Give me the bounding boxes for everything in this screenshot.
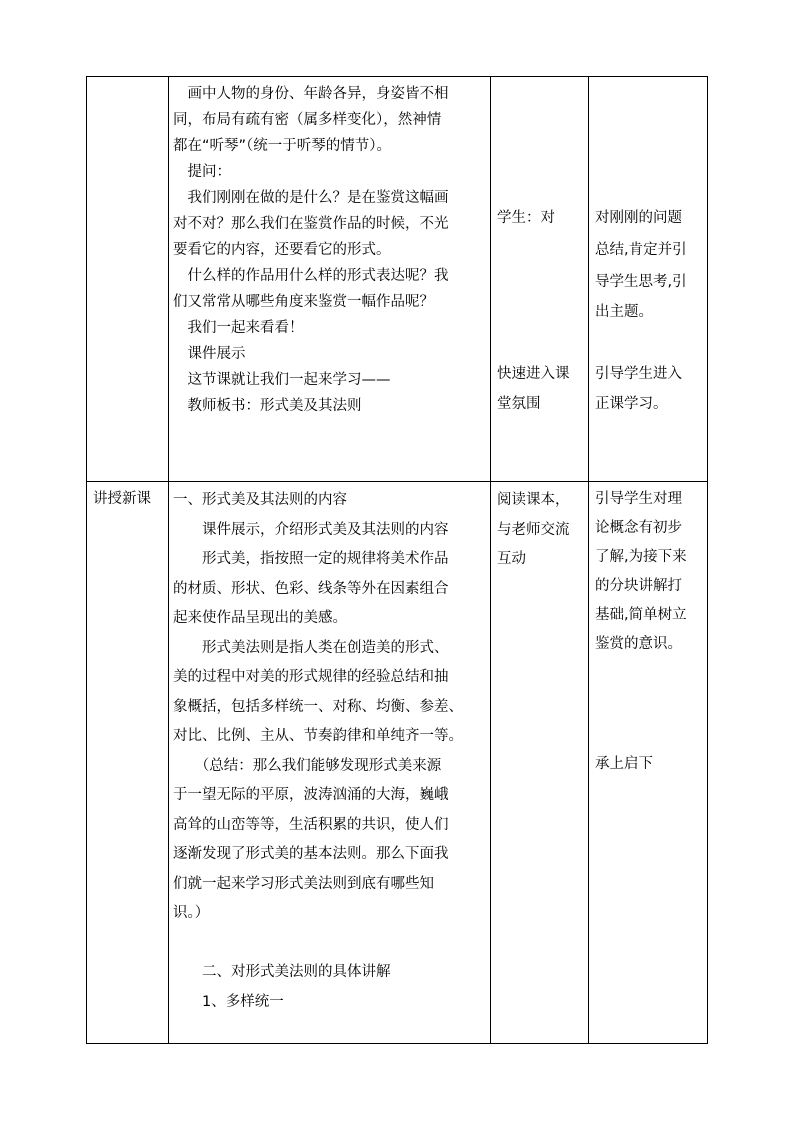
text-line: 我们刚刚在做的是什么？是在鉴赏这幅画 (173, 190, 449, 206)
text-line: 们又常常从哪些角度来鉴赏一幅作品呢？ (173, 294, 434, 310)
section-heading: 二、对形式美法则的具体讲解 (173, 964, 391, 980)
text-line: 什么样的作品用什么样的形式表达呢？我 (173, 268, 449, 284)
text-line: 形式美法则是指人类在创造美的形式、 (173, 639, 449, 656)
text-line: 互动 (497, 551, 526, 567)
text-line: 的材质、形状、色彩、线条等外在因素组合 (173, 580, 449, 597)
text-line: 象概括，包括多样统一、对称、均衡、参差、 (173, 698, 463, 715)
text-line: 总结,肯定并引 (595, 242, 687, 258)
section-heading: 一、形式美及其法则的内容 (173, 492, 347, 508)
text-line: 形式美，指按照一定的规律将美术作品 (173, 551, 449, 567)
lesson-plan-table (86, 76, 708, 1044)
text-line: 提问： (173, 164, 231, 180)
text-line: 逐渐发现了形式美的基本法则。那么下面我 (173, 846, 449, 862)
table-row (87, 77, 708, 482)
stage-cell (87, 77, 169, 482)
text-line: 起来使作品呈现出的美感。 (173, 610, 347, 626)
text-line: 识。） (173, 905, 210, 921)
text-line: 课件展示 (173, 346, 246, 362)
text-line: 们就一起来学习形式美法则到底有哪些知 (173, 875, 434, 892)
blank-line (173, 929, 491, 959)
text-line: 鉴赏的意识。 (595, 636, 682, 652)
text-line: 教师板书：形式美及其法则 (173, 398, 362, 414)
student-activity-cell (491, 77, 589, 482)
text-line: 画中人物的身份、年龄各异，身姿皆不相 (173, 86, 449, 102)
text-line: 阅读课本， (497, 492, 570, 508)
text-line: 的分块讲解打 (595, 578, 682, 594)
text-line: 论概念有初步 (595, 520, 682, 536)
text-line: 正课学习。 (595, 396, 668, 412)
text-line: 了解,为接下来 (595, 549, 687, 565)
text-line: 基础,简单树立 (595, 607, 687, 623)
text-line: （总结：那么我们能够发现形式美来源 (173, 757, 442, 774)
text-line: 美的过程中对美的形式规律的经验总结和抽 (173, 669, 449, 685)
text-line: 对刚刚的问题 (595, 210, 682, 226)
text-line: 都在“听琴”（统一于听琴的情节）。 (173, 138, 392, 154)
text-line: 这节课就让我们一起来学习—— (173, 372, 391, 388)
teacher-activity-cell (169, 77, 491, 482)
text-line: 导学生思考,引 (595, 274, 687, 290)
text-line: 课件展示，介绍形式美及其法则的内容 (173, 521, 449, 538)
text-line: 学生：对 (497, 210, 555, 226)
text-line: 于一望无际的平原，波涛汹涌的大海，巍峨 (173, 787, 449, 803)
text-line: 同，布局有疏有密（属多样变化），然神情 (173, 112, 442, 128)
text-line: 快速进入课 (497, 366, 570, 382)
text-line: 对比、比例、主从、节奏韵律和单纯齐一等。 (173, 728, 463, 744)
text-line: 出主题。 (595, 304, 653, 320)
text-line: 承上启下 (595, 756, 653, 772)
teacher-activity-cell (169, 482, 491, 1044)
text-line: 要看它的内容，还要看它的形式。 (173, 242, 391, 258)
student-activity-cell (491, 482, 589, 1044)
design-intent-cell (589, 482, 708, 1044)
text-line: 对不对？那么我们在鉴赏作品的时候，不光 (173, 216, 449, 232)
stage-cell (87, 482, 169, 1044)
text-line: 与老师交流 (497, 521, 570, 538)
text-line: 1、多样统一 (173, 993, 284, 1010)
text-line: 引导学生对理 (595, 491, 682, 507)
text-line: 我们一起来看看！ (173, 320, 304, 336)
design-intent-cell (589, 77, 708, 482)
text-line: 高耸的山峦等等，生活积累的共识，使人们 (173, 816, 449, 833)
table-row (87, 482, 708, 1044)
text-line: 引导学生进入 (595, 366, 682, 382)
text-line: 堂氛围 (497, 396, 541, 412)
stage-label: 讲授新课 (93, 491, 151, 507)
